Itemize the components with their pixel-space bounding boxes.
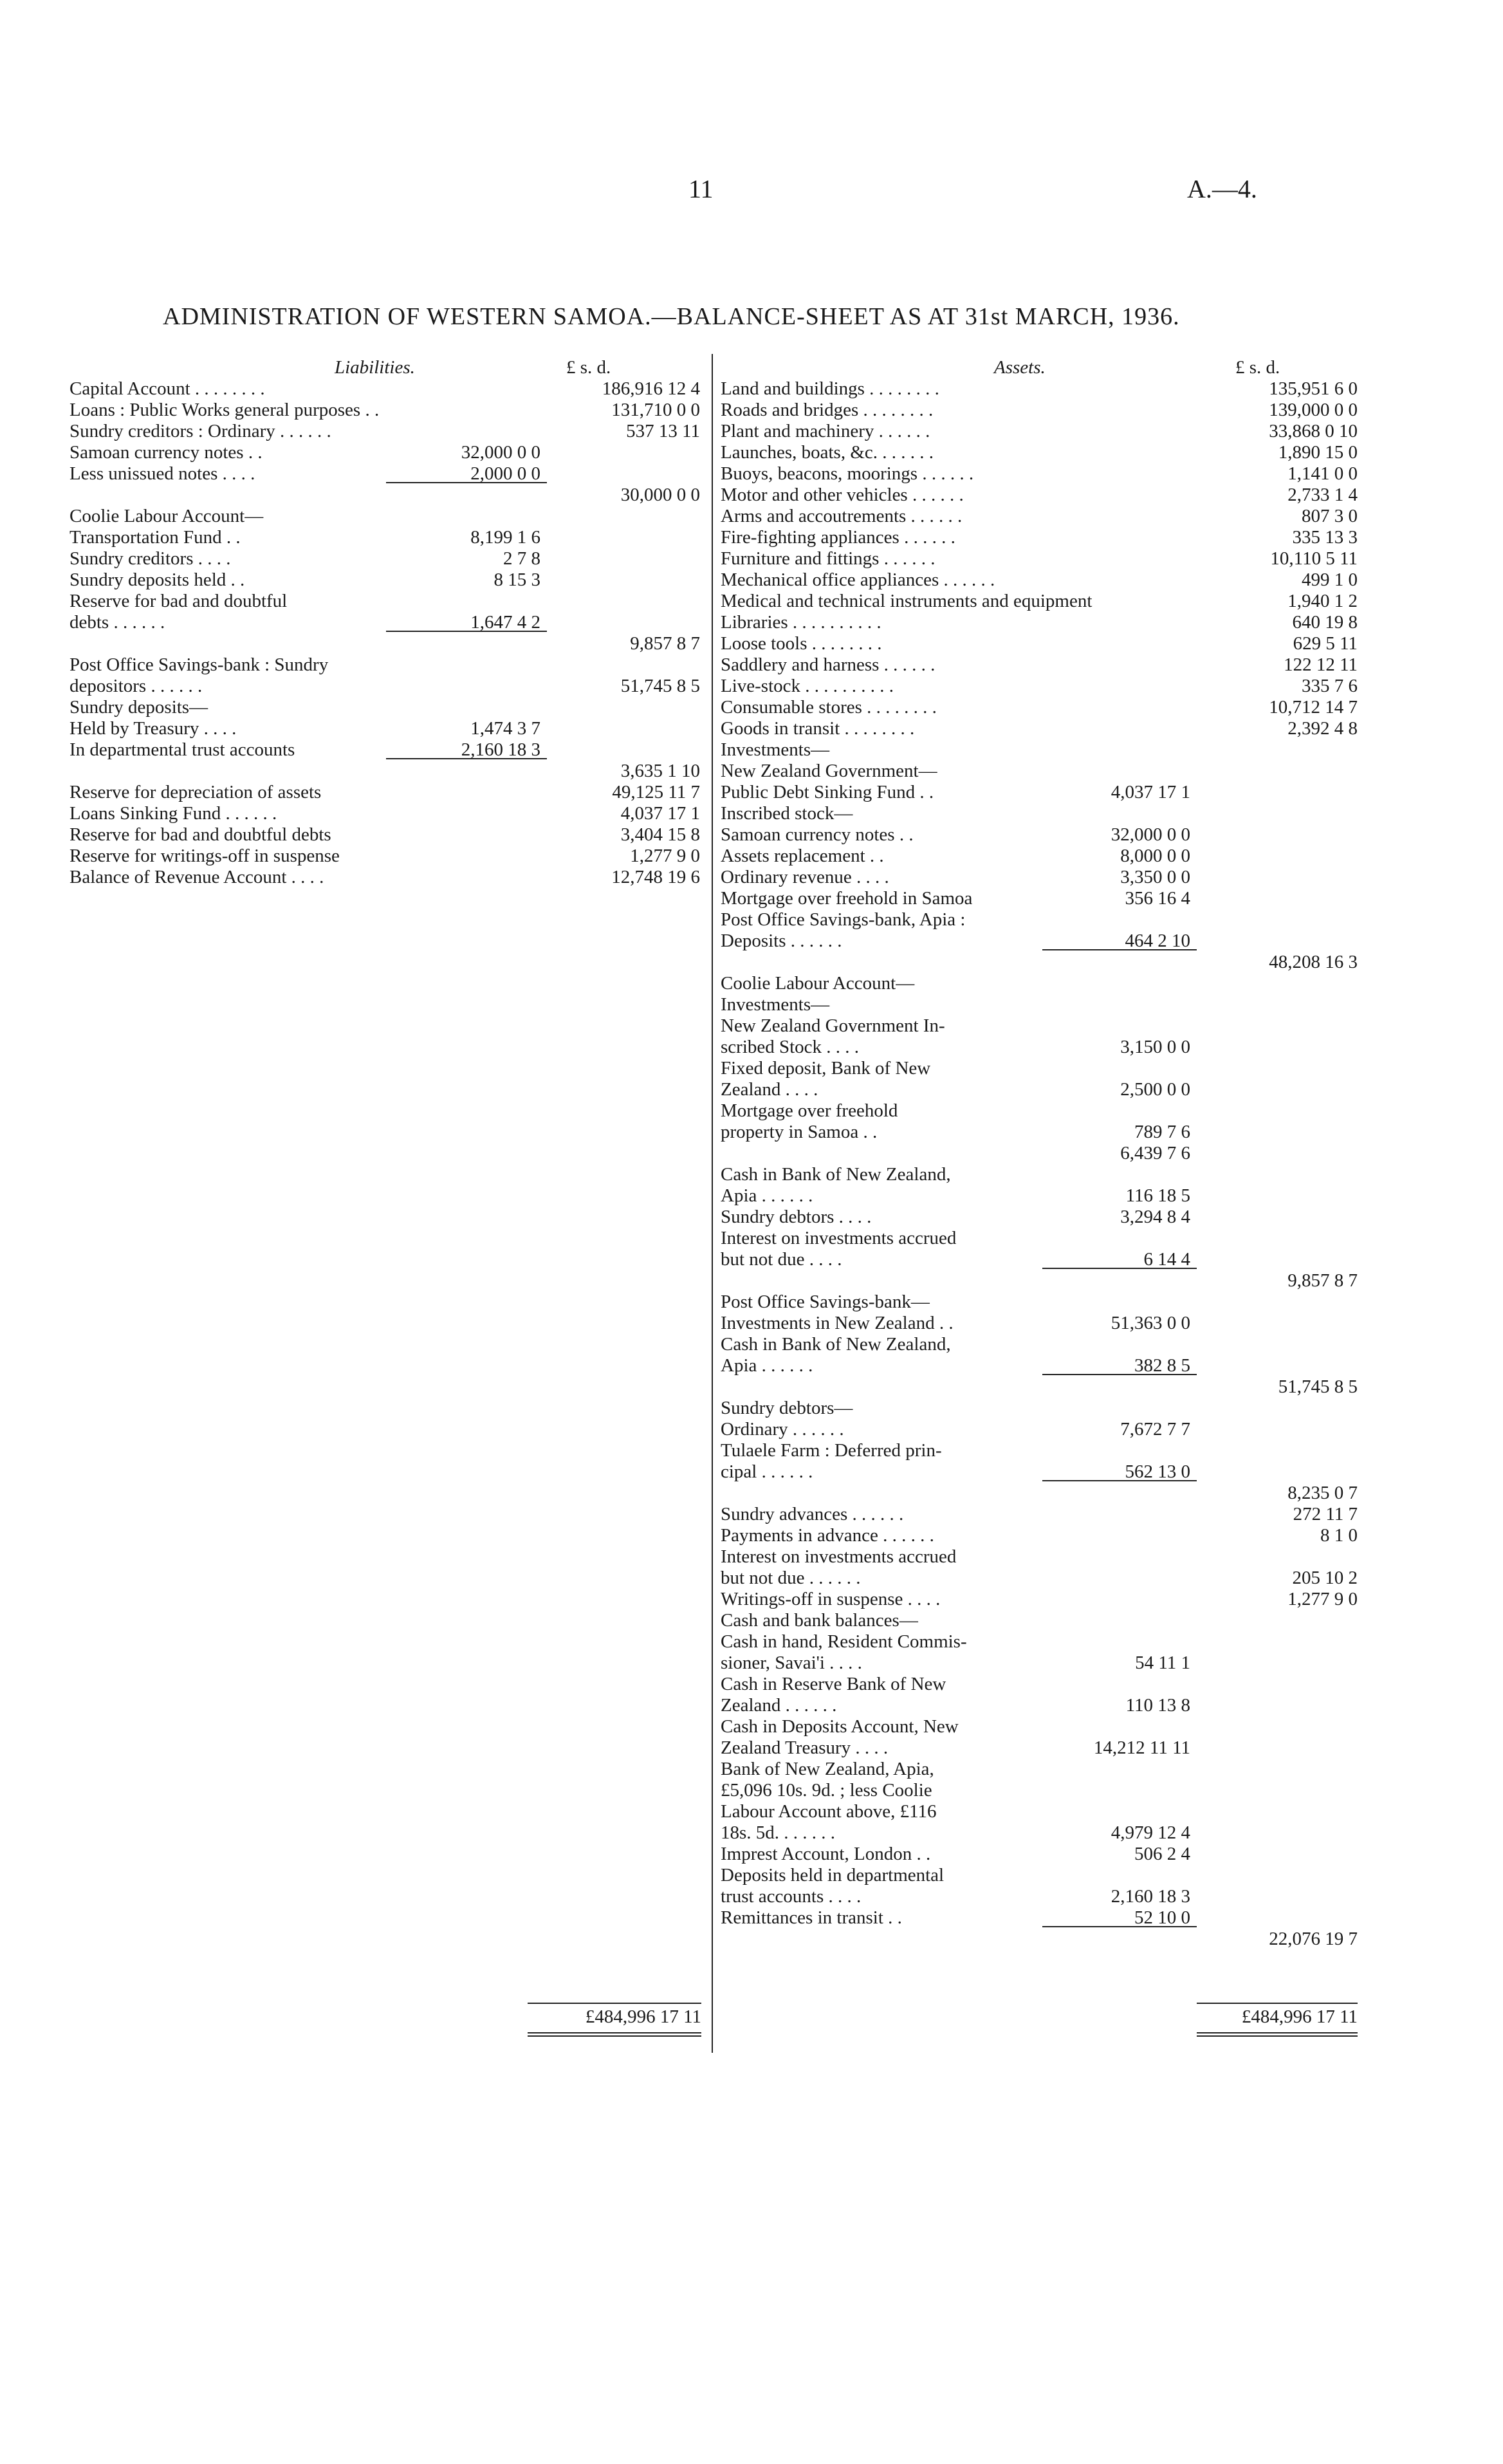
- liabilities-amount: 51,745 8 5: [620, 676, 700, 696]
- assets-line-label: Launches, boats, &c. . . . . . .: [721, 442, 934, 463]
- assets-line-label: Zealand . . . .: [721, 1079, 818, 1100]
- assets-sub-amount: 356 16 4: [1125, 888, 1190, 909]
- liabilities-line-label: Reserve for bad and doubtful: [69, 591, 288, 611]
- assets-sub-amount: 3,350 0 0: [1120, 867, 1190, 887]
- liabilities-line-label: Reserve for bad and doubtful debts: [69, 824, 331, 845]
- assets-line-label: Payments in advance . . . . . .: [721, 1525, 934, 1546]
- assets-line-label: Roads and bridges . . . . . . . .: [721, 400, 934, 420]
- assets-amount: 640 19 8: [1292, 612, 1358, 633]
- assets-sub-amount: 54 11 1: [1135, 1653, 1190, 1673]
- assets-sub-amount: 52 10 0: [1134, 1907, 1190, 1928]
- assets-total-rule: [1197, 2003, 1358, 2004]
- assets-line-label: Libraries . . . . . . . . . .: [721, 612, 881, 633]
- liabilities-total-double-rule: [528, 2032, 701, 2037]
- liabilities-line-label: Capital Account . . . . . . . .: [69, 378, 265, 399]
- assets-sub-amount: 110 13 8: [1125, 1695, 1190, 1716]
- assets-line-label: Cash in Reserve Bank of New: [721, 1674, 946, 1694]
- assets-amount: 335 7 6: [1302, 676, 1358, 696]
- liabilities-amount: 131,710 0 0: [611, 400, 700, 420]
- assets-line-label: Investments—: [721, 739, 830, 760]
- liabilities-amount: 3,404 15 8: [620, 824, 700, 845]
- assets-sub-amount: 14,212 11 11: [1093, 1737, 1190, 1758]
- assets-line-label: Post Office Savings-bank, Apia :: [721, 909, 966, 930]
- assets-sub-amount: 3,150 0 0: [1120, 1037, 1190, 1057]
- assets-subtotal-rule: [1042, 949, 1197, 950]
- assets-sub-amount: 4,037 17 1: [1111, 782, 1190, 802]
- assets-line-label: cipal . . . . . .: [721, 1461, 813, 1482]
- assets-sub-amount: 7,672 7 7: [1120, 1419, 1190, 1440]
- liabilities-line-label: Less unissued notes . . . .: [69, 463, 255, 484]
- liabilities-amount: 30,000 0 0: [620, 485, 700, 505]
- assets-amount: 10,110 5 11: [1270, 548, 1358, 569]
- liabilities-line-label: In departmental trust accounts: [69, 739, 295, 760]
- assets-amount: 1,940 1 2: [1287, 591, 1358, 611]
- assets-subtotal-rule: [1042, 1480, 1197, 1481]
- liabilities-subtotal-rule: [386, 758, 547, 759]
- liabilities-line-label: debts . . . . . .: [69, 612, 165, 633]
- assets-amount: 807 3 0: [1302, 506, 1358, 526]
- assets-line-label: Arms and accoutrements . . . . . .: [721, 506, 963, 526]
- assets-amount: 499 1 0: [1302, 570, 1358, 590]
- assets-amount: 8 1 0: [1320, 1525, 1358, 1546]
- assets-line-label: Interest on investments accrued: [721, 1228, 957, 1248]
- liabilities-sub-amount: 1,474 3 7: [470, 718, 540, 739]
- liabilities-total-rule: [528, 2003, 701, 2004]
- liabilities-line-label: Sundry creditors . . . .: [69, 548, 231, 569]
- assets-line-label: Bank of New Zealand, Apia,: [721, 1759, 934, 1779]
- assets-subtotal-rule: [1042, 1268, 1197, 1269]
- page-number: 11: [688, 174, 714, 203]
- assets-amount: 22,076 19 7: [1269, 1929, 1358, 1949]
- assets-sub-amount: 51,363 0 0: [1111, 1313, 1190, 1333]
- assets-line-label: Tulaele Farm : Deferred prin-: [721, 1440, 942, 1461]
- assets-line-label: Mortgage over freehold in Samoa: [721, 888, 973, 909]
- assets-line-label: Loose tools . . . . . . . .: [721, 633, 882, 654]
- assets-amount: 335 13 3: [1292, 527, 1358, 548]
- assets-line-label: Inscribed stock—: [721, 803, 853, 824]
- assets-line-label: Saddlery and harness . . . . . .: [721, 654, 936, 675]
- assets-line-label: Imprest Account, London . .: [721, 1844, 931, 1864]
- liabilities-line-label: depositors . . . . . .: [69, 676, 203, 696]
- assets-line-label: Zealand . . . . . .: [721, 1695, 837, 1716]
- assets-line-label: New Zealand Government In-: [721, 1015, 945, 1036]
- liabilities-line-label: Sundry deposits—: [69, 697, 208, 718]
- liabilities-amount: 1,277 9 0: [630, 846, 700, 866]
- assets-line-label: Writings-off in suspense . . . .: [721, 1589, 941, 1609]
- document-reference: A.—4.: [1187, 174, 1257, 203]
- assets-sub-amount: 8,000 0 0: [1120, 846, 1190, 866]
- assets-amount: 629 5 11: [1293, 633, 1358, 654]
- assets-sub-amount: 464 2 10: [1125, 931, 1190, 951]
- column-divider: [712, 354, 713, 2053]
- assets-amount: 1,141 0 0: [1287, 463, 1358, 484]
- assets-amount: 1,890 15 0: [1278, 442, 1358, 463]
- assets-line-label: Post Office Savings-bank—: [721, 1292, 930, 1312]
- assets-heading: Assets.: [994, 357, 1046, 378]
- liabilities-amount: 49,125 11 7: [612, 782, 700, 802]
- assets-line-label: Remittances in transit . .: [721, 1907, 902, 1928]
- liabilities-line-label: Loans : Public Works general purposes . .: [69, 400, 380, 420]
- assets-line-label: but not due . . . .: [721, 1249, 842, 1270]
- assets-line-label: trust accounts . . . .: [721, 1886, 862, 1907]
- assets-line-label: Ordinary revenue . . . .: [721, 867, 889, 887]
- assets-line-label: Goods in transit . . . . . . . .: [721, 718, 915, 739]
- assets-line-label: Cash in hand, Resident Commis-: [721, 1631, 967, 1652]
- liabilities-line-label: Held by Treasury . . . .: [69, 718, 237, 739]
- assets-sub-amount: 506 2 4: [1134, 1844, 1190, 1864]
- page-title: ADMINISTRATION OF WESTERN SAMOA.—BALANCE-SHEET AS AT 31st MARCH, 1936.: [163, 303, 1180, 330]
- assets-line-label: Medical and technical instruments and equipment: [721, 591, 1093, 611]
- assets-amount: 9,857 8 7: [1287, 1270, 1358, 1291]
- assets-amount: 272 11 7: [1293, 1504, 1358, 1524]
- liabilities-amount: 186,916 12 4: [602, 378, 700, 399]
- assets-line-label: Sundry advances . . . . . .: [721, 1504, 904, 1524]
- assets-line-label: property in Samoa . .: [721, 1122, 878, 1142]
- liabilities-total: £484,996 17 11: [585, 2006, 701, 2027]
- assets-line-label: Motor and other vehicles . . . . . .: [721, 485, 964, 505]
- liabilities-amount: 4,037 17 1: [620, 803, 700, 824]
- assets-line-label: Ordinary . . . . . .: [721, 1419, 844, 1440]
- assets-sub-amount: 32,000 0 0: [1111, 824, 1190, 845]
- liabilities-line-label: Balance of Revenue Account . . . .: [69, 867, 324, 887]
- assets-line-label: Cash in Bank of New Zealand,: [721, 1164, 951, 1185]
- assets-sub-amount: 562 13 0: [1125, 1461, 1190, 1482]
- assets-line-label: Deposits held in departmental: [721, 1865, 945, 1885]
- liabilities-line-label: Transportation Fund . .: [69, 527, 241, 548]
- assets-subtotal-rule: [1042, 1926, 1197, 1927]
- assets-line-label: Mortgage over freehold: [721, 1100, 898, 1121]
- assets-line-label: Cash in Deposits Account, New: [721, 1716, 959, 1737]
- assets-sub-amount: 3,294 8 4: [1120, 1207, 1190, 1227]
- assets-line-label: Zealand Treasury . . . .: [721, 1737, 889, 1758]
- liabilities-line-label: Sundry deposits held . .: [69, 570, 245, 590]
- liabilities-line-label: Post Office Savings-bank : Sundry: [69, 654, 329, 675]
- assets-line-label: Furniture and fittings . . . . . .: [721, 548, 936, 569]
- liabilities-amount: 9,857 8 7: [630, 633, 700, 654]
- liabilities-sub-amount: 2 7 8: [503, 548, 540, 569]
- assets-line-label: Deposits . . . . . .: [721, 931, 842, 951]
- assets-column-heading: £ s. d.: [1235, 357, 1280, 378]
- assets-sub-amount: 2,160 18 3: [1111, 1886, 1190, 1907]
- liabilities-subtotal-rule: [386, 482, 547, 483]
- assets-sub-amount: 789 7 6: [1134, 1122, 1190, 1142]
- liabilities-subtotal-rule: [386, 631, 547, 632]
- assets-sub-amount: 382 8 5: [1134, 1355, 1190, 1376]
- assets-sub-amount: 6 14 4: [1143, 1249, 1190, 1270]
- liabilities-line-label: Reserve for depreciation of assets: [69, 782, 322, 802]
- assets-amount: 2,392 4 8: [1287, 718, 1358, 739]
- liabilities-line-label: Samoan currency notes . .: [69, 442, 263, 463]
- assets-line-label: Sundry debtors . . . .: [721, 1207, 872, 1227]
- assets-sub-amount: 2,500 0 0: [1120, 1079, 1190, 1100]
- assets-line-label: Buoys, beacons, moorings . . . . . .: [721, 463, 974, 484]
- assets-line-label: Cash in Bank of New Zealand,: [721, 1334, 951, 1355]
- assets-amount: 33,868 0 10: [1269, 421, 1358, 441]
- liabilities-line-label: Reserve for writings-off in suspense: [69, 846, 340, 866]
- liabilities-sub-amount: 32,000 0 0: [461, 442, 540, 463]
- assets-line-label: Coolie Labour Account—: [721, 973, 915, 994]
- assets-amount: 1,277 9 0: [1287, 1589, 1358, 1609]
- assets-sub-amount: 6,439 7 6: [1120, 1143, 1190, 1163]
- assets-total: £484,996 17 11: [1241, 2006, 1358, 2027]
- assets-line-label: Investments—: [721, 994, 830, 1015]
- assets-amount: 2,733 1 4: [1287, 485, 1358, 505]
- liabilities-line-label: Coolie Labour Account—: [69, 506, 264, 526]
- assets-amount: 8,235 0 7: [1287, 1483, 1358, 1503]
- liabilities-sub-amount: 2,000 0 0: [470, 463, 540, 484]
- assets-line-label: Fire-fighting appliances . . . . . .: [721, 527, 955, 548]
- assets-line-label: Samoan currency notes . .: [721, 824, 914, 845]
- assets-line-label: Labour Account above, £116: [721, 1801, 937, 1822]
- assets-line-label: Mechanical office appliances . . . . . .: [721, 570, 995, 590]
- assets-sub-amount: 4,979 12 4: [1111, 1822, 1190, 1843]
- assets-line-label: Plant and machinery . . . . . .: [721, 421, 930, 441]
- assets-line-label: Live-stock . . . . . . . . . .: [721, 676, 894, 696]
- assets-line-label: Fixed deposit, Bank of New: [721, 1058, 931, 1079]
- liabilities-amount: 12,748 19 6: [611, 867, 700, 887]
- assets-line-label: Land and buildings . . . . . . . .: [721, 378, 939, 399]
- assets-amount: 48,208 16 3: [1269, 952, 1358, 972]
- liabilities-heading: Liabilities.: [335, 357, 415, 378]
- assets-total-double-rule: [1197, 2032, 1358, 2037]
- liabilities-amount: 3,635 1 10: [620, 761, 700, 781]
- assets-amount: 10,712 14 7: [1269, 697, 1358, 718]
- assets-amount: 139,000 0 0: [1269, 400, 1358, 420]
- assets-line-label: Apia . . . . . .: [721, 1355, 813, 1376]
- assets-line-label: sioner, Savai'i . . . .: [721, 1653, 862, 1673]
- liabilities-sub-amount: 8 15 3: [493, 570, 540, 590]
- assets-line-label: New Zealand Government—: [721, 761, 937, 781]
- assets-line-label: 18s. 5d. . . . . . .: [721, 1822, 836, 1843]
- liabilities-line-label: Loans Sinking Fund . . . . . .: [69, 803, 277, 824]
- assets-amount: 205 10 2: [1292, 1568, 1358, 1588]
- liabilities-sub-amount: 8,199 1 6: [470, 527, 540, 548]
- assets-line-label: Investments in New Zealand . .: [721, 1313, 954, 1333]
- assets-sub-amount: 116 18 5: [1125, 1185, 1190, 1206]
- assets-subtotal-rule: [1042, 1374, 1197, 1375]
- assets-line-label: Assets replacement . .: [721, 846, 884, 866]
- assets-amount: 51,745 8 5: [1278, 1376, 1358, 1397]
- assets-line-label: but not due . . . . . .: [721, 1568, 861, 1588]
- assets-line-label: Cash and bank balances—: [721, 1610, 918, 1631]
- liabilities-line-label: Sundry creditors : Ordinary . . . . . .: [69, 421, 331, 441]
- liabilities-sub-amount: 2,160 18 3: [461, 739, 540, 760]
- assets-line-label: scribed Stock . . . .: [721, 1037, 860, 1057]
- liabilities-column-heading: £ s. d.: [566, 357, 611, 378]
- assets-amount: 135,951 6 0: [1269, 378, 1358, 399]
- assets-line-label: Apia . . . . . .: [721, 1185, 813, 1206]
- assets-line-label: Interest on investments accrued: [721, 1546, 957, 1567]
- assets-line-label: Consumable stores . . . . . . . .: [721, 697, 937, 718]
- liabilities-amount: 537 13 11: [626, 421, 700, 441]
- liabilities-sub-amount: 1,647 4 2: [470, 612, 540, 633]
- assets-line-label: Public Debt Sinking Fund . .: [721, 782, 934, 802]
- assets-line-label: Sundry debtors—: [721, 1398, 853, 1418]
- assets-amount: 122 12 11: [1284, 654, 1358, 675]
- assets-line-label: £5,096 10s. 9d. ; less Coolie: [721, 1780, 932, 1801]
